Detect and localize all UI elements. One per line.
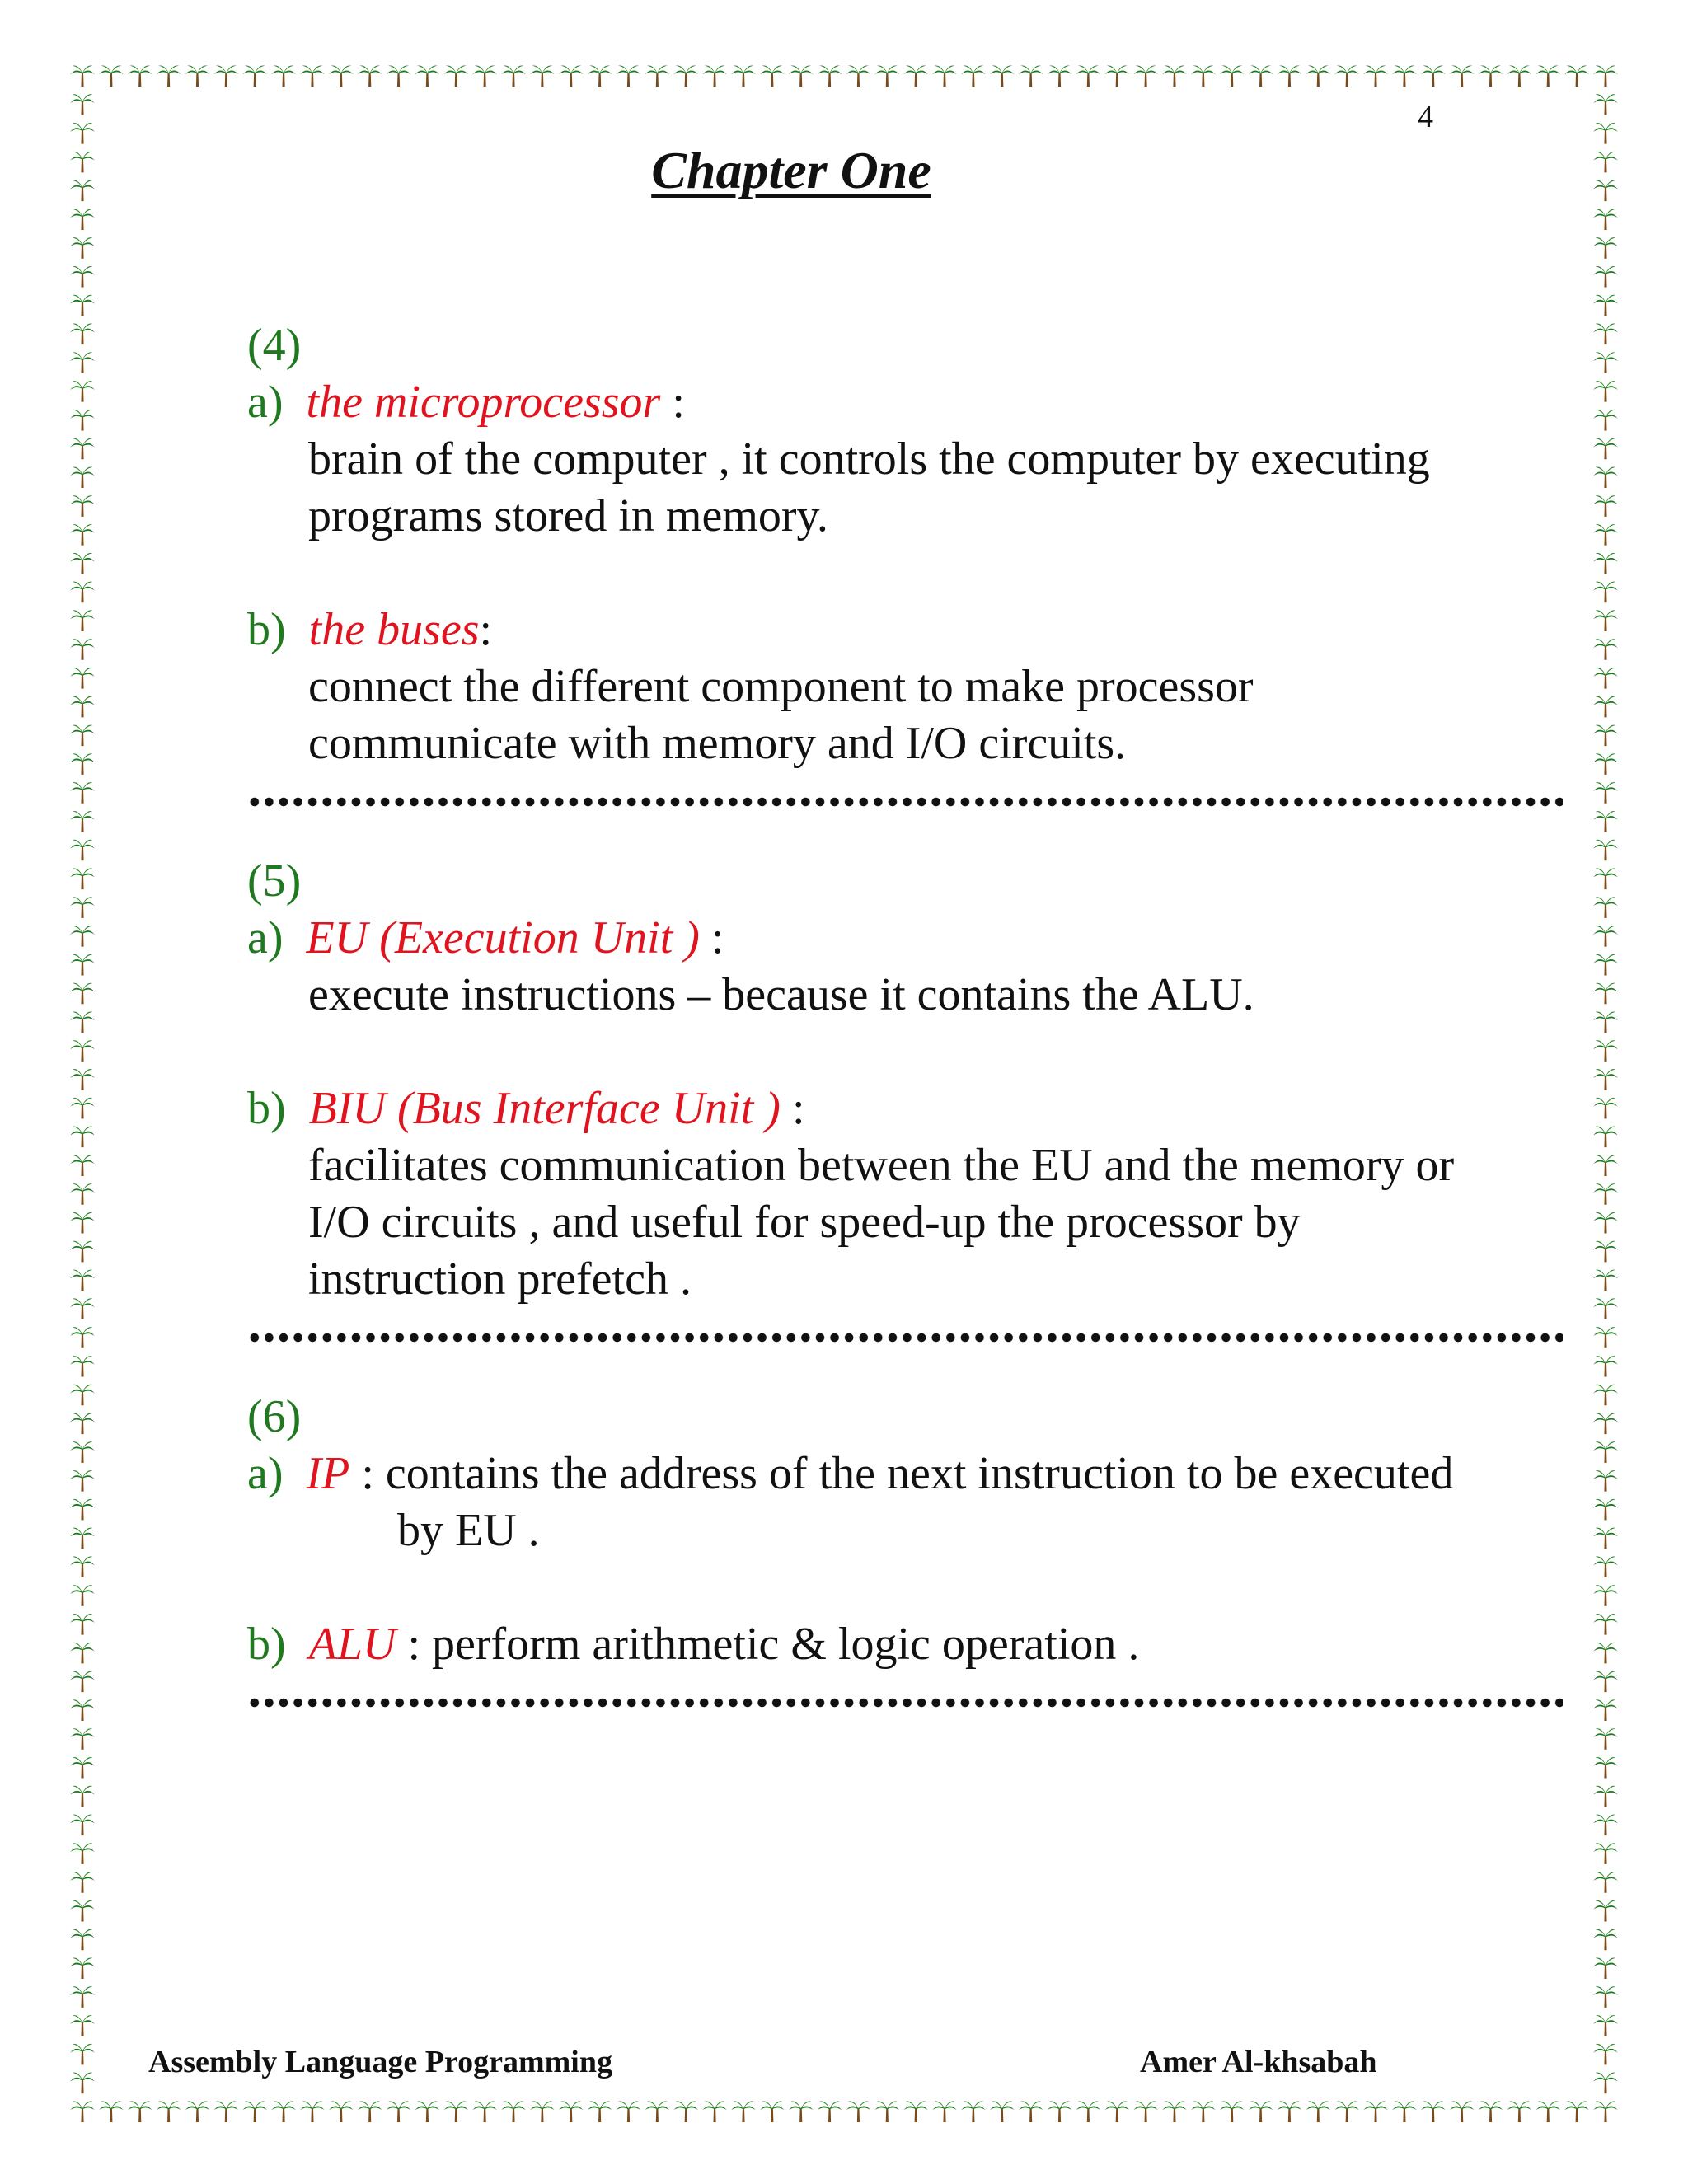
palm-tree-icon — [70, 1241, 94, 1263]
palm-tree-icon — [1593, 1212, 1617, 1234]
palm-tree-icon — [300, 2101, 324, 2122]
palm-tree-icon — [1593, 1356, 1617, 1377]
palm-tree-icon — [1593, 782, 1617, 804]
palm-tree-icon — [1593, 1671, 1617, 1693]
palm-tree-icon — [1593, 1643, 1617, 1664]
item-separator: : — [660, 377, 685, 428]
item-text-line: communicate with memory and I/O circuits. — [308, 718, 1127, 769]
item-letter: a) — [247, 1448, 284, 1499]
palm-tree-icon — [99, 65, 123, 87]
item-text-line: instruction prefetch . — [308, 1254, 692, 1305]
palm-tree-icon — [358, 2101, 382, 2122]
palm-tree-icon — [444, 2101, 468, 2122]
palm-tree-icon — [645, 2101, 669, 2122]
palm-tree-icon — [1593, 1929, 1617, 1951]
palm-tree-icon — [1593, 1298, 1617, 1319]
palm-tree-icon — [645, 65, 669, 87]
palm-tree-icon — [818, 65, 842, 87]
palm-tree-icon — [70, 1614, 94, 1635]
palm-tree-icon — [1593, 266, 1617, 288]
item-separator: : — [699, 912, 724, 963]
item-4a — [247, 374, 1566, 431]
item-4b — [247, 602, 1566, 658]
palm-tree-icon — [70, 1385, 94, 1406]
palm-tree-icon — [70, 1155, 94, 1176]
item-term: the microprocessor — [306, 377, 661, 428]
palm-tree-icon — [70, 1441, 94, 1463]
palm-tree-icon — [70, 1327, 94, 1348]
palm-tree-icon — [70, 1958, 94, 1980]
palm-tree-icon — [1363, 2101, 1387, 2122]
palm-tree-icon — [1076, 2101, 1100, 2122]
palm-tree-icon — [1450, 65, 1474, 87]
palm-tree-icon — [1019, 2101, 1043, 2122]
palm-tree-icon — [789, 2101, 813, 2122]
palm-tree-icon — [271, 65, 295, 87]
palm-tree-icon — [1593, 1958, 1617, 1980]
palm-tree-icon — [903, 65, 927, 87]
footer-course-title: Assembly Language Programming — [148, 2045, 612, 2079]
section-number: (4) — [247, 320, 302, 371]
palm-tree-icon — [70, 610, 94, 631]
palm-tree-icon — [1593, 1900, 1617, 1922]
item-letter: b) — [247, 1619, 286, 1670]
palm-tree-icon — [1593, 668, 1617, 689]
palm-tree-icon — [617, 2101, 640, 2122]
palm-tree-icon — [1593, 954, 1617, 976]
palm-tree-icon — [70, 209, 94, 230]
palm-tree-icon — [70, 926, 94, 947]
palm-tree-icon — [185, 2101, 209, 2122]
palm-tree-icon — [1593, 180, 1617, 202]
palm-tree-icon — [846, 65, 870, 87]
palm-tree-icon — [472, 2101, 496, 2122]
palm-tree-icon — [846, 2101, 870, 2122]
palm-tree-icon — [1593, 1385, 1617, 1406]
palm-tree-icon — [70, 1643, 94, 1664]
palm-tree-icon — [1479, 65, 1503, 87]
dotted-divider — [247, 1333, 1563, 1343]
palm-tree-icon — [70, 2101, 94, 2122]
palm-tree-icon — [1564, 2101, 1588, 2122]
palm-tree-icon — [674, 65, 698, 87]
palm-tree-icon — [1593, 65, 1617, 87]
palm-tree-icon — [128, 65, 152, 87]
palm-tree-icon — [157, 2101, 181, 2122]
palm-tree-icon — [1593, 840, 1617, 861]
palm-tree-icon — [70, 954, 94, 976]
palm-tree-icon — [1019, 65, 1043, 87]
palm-tree-icon — [185, 65, 209, 87]
palm-tree-icon — [271, 2101, 295, 2122]
palm-tree-icon — [1593, 926, 1617, 947]
item-letter: a) — [247, 912, 284, 963]
item-text-line: I/O circuits , and useful for speed-up the processor by — [308, 1197, 1301, 1248]
palm-tree-icon — [1593, 553, 1617, 574]
palm-tree-icon — [70, 1786, 94, 1807]
palm-tree-icon — [70, 324, 94, 345]
item-separator: : perform arithmetic & logic operation . — [396, 1619, 1140, 1670]
palm-tree-icon — [1334, 2101, 1358, 2122]
palm-tree-icon — [1593, 1127, 1617, 1148]
palm-tree-icon — [70, 1556, 94, 1577]
palm-tree-icon — [501, 65, 525, 87]
palm-tree-icon — [70, 753, 94, 775]
item-text-line: brain of the computer , it controls the computer by executing — [308, 434, 1430, 485]
palm-tree-icon — [70, 897, 94, 918]
palm-tree-icon — [1593, 1585, 1617, 1606]
palm-tree-icon — [70, 1757, 94, 1779]
palm-tree-icon — [1593, 295, 1617, 316]
palm-tree-icon — [70, 1815, 94, 1836]
item-letter: b) — [247, 604, 286, 655]
palm-tree-icon — [70, 1470, 94, 1492]
palm-tree-icon — [1076, 65, 1100, 87]
palm-tree-icon — [1593, 1470, 1617, 1492]
palm-tree-icon — [961, 65, 985, 87]
palm-tree-icon — [1593, 1441, 1617, 1463]
palm-tree-icon — [70, 840, 94, 861]
palm-tree-icon — [731, 65, 755, 87]
palm-tree-icon — [387, 65, 410, 87]
item-term: EU (Execution Unit ) — [306, 912, 700, 963]
palm-tree-icon — [214, 2101, 238, 2122]
palm-tree-icon — [70, 438, 94, 460]
item-letter: a) — [247, 377, 284, 428]
palm-tree-icon — [1306, 65, 1330, 87]
palm-tree-icon — [1191, 65, 1215, 87]
palm-tree-icon — [1278, 2101, 1301, 2122]
item-5b — [247, 1080, 1566, 1137]
palm-tree-icon — [70, 639, 94, 660]
palm-tree-icon — [1536, 2101, 1560, 2122]
palm-tree-icon — [472, 65, 496, 87]
palm-tree-icon — [70, 1127, 94, 1148]
palm-tree-icon — [875, 2101, 899, 2122]
palm-tree-icon — [70, 1585, 94, 1606]
palm-tree-icon — [70, 2015, 94, 2036]
palm-tree-icon — [961, 2101, 985, 2122]
palm-tree-icon — [1593, 438, 1617, 460]
palm-tree-icon — [1593, 897, 1617, 918]
palm-tree-icon — [1593, 725, 1617, 747]
palm-tree-icon — [1593, 1499, 1617, 1521]
palm-tree-icon — [1593, 753, 1617, 775]
item-separator: : contains the address of the next instruction to be executed — [349, 1448, 1454, 1499]
palm-tree-icon — [1593, 352, 1617, 373]
palm-tree-icon — [329, 2101, 353, 2122]
palm-tree-icon — [70, 1069, 94, 1090]
content — [247, 317, 1566, 1754]
section-5 — [247, 853, 1566, 1308]
palm-tree-icon — [1421, 2101, 1445, 2122]
item-6a — [247, 1446, 1566, 1502]
palm-tree-icon — [1133, 65, 1157, 87]
palm-tree-icon — [1593, 1098, 1617, 1119]
palm-tree-icon — [70, 1671, 94, 1693]
palm-tree-icon — [415, 65, 439, 87]
footer-author: Amer Al-khsabah — [1140, 2045, 1377, 2079]
palm-tree-icon — [1306, 2101, 1330, 2122]
palm-tree-icon — [70, 352, 94, 373]
palm-tree-icon — [1593, 1270, 1617, 1291]
item-text-line: by EU . — [397, 1505, 540, 1556]
palm-tree-icon — [1593, 696, 1617, 718]
palm-tree-icon — [1334, 65, 1358, 87]
palm-tree-icon — [1593, 1986, 1617, 2008]
item-text-line: execute instructions – because it contains the ALU. — [308, 969, 1254, 1020]
palm-tree-icon — [1593, 582, 1617, 603]
palm-tree-icon — [702, 65, 726, 87]
item-text-line: facilitates communication between the EU and the memory or — [308, 1140, 1455, 1191]
palm-tree-icon — [1278, 65, 1301, 87]
palm-tree-icon — [1593, 811, 1617, 832]
palm-tree-icon — [70, 295, 94, 316]
palm-tree-icon — [1593, 1757, 1617, 1779]
palm-tree-icon — [530, 2101, 554, 2122]
palm-tree-icon — [70, 1728, 94, 1750]
palm-tree-icon — [789, 65, 813, 87]
palm-tree-icon — [1593, 324, 1617, 345]
palm-tree-icon — [932, 2101, 956, 2122]
palm-tree-icon — [617, 65, 640, 87]
palm-tree-icon — [1593, 1815, 1617, 1836]
palm-tree-icon — [157, 65, 181, 87]
palm-tree-icon — [1507, 65, 1531, 87]
palm-tree-icon — [1421, 65, 1445, 87]
palm-tree-icon — [70, 1298, 94, 1319]
palm-tree-icon — [588, 2101, 612, 2122]
palm-tree-icon — [1191, 2101, 1215, 2122]
palm-tree-icon — [70, 1929, 94, 1951]
item-letter: b) — [247, 1083, 286, 1134]
palm-tree-icon — [243, 65, 267, 87]
palm-tree-icon — [70, 582, 94, 603]
chapter-title: Chapter One — [651, 141, 931, 199]
palm-tree-icon — [1593, 2101, 1617, 2122]
palm-tree-icon — [1162, 2101, 1186, 2122]
palm-tree-icon — [70, 1699, 94, 1721]
palm-tree-icon — [70, 725, 94, 747]
dotted-divider — [247, 1698, 1563, 1708]
palm-tree-icon — [1593, 2044, 1617, 2065]
palm-tree-icon — [1593, 466, 1617, 488]
palm-tree-icon — [70, 2073, 94, 2094]
palm-tree-icon — [444, 65, 468, 87]
palm-tree-icon — [70, 466, 94, 488]
item-5a — [247, 910, 1566, 967]
palm-tree-icon — [70, 1011, 94, 1033]
palm-tree-icon — [1048, 65, 1071, 87]
palm-tree-icon — [1593, 2073, 1617, 2094]
palm-tree-icon — [501, 2101, 525, 2122]
palm-tree-icon — [1593, 2015, 1617, 2036]
section-4 — [247, 317, 1566, 772]
palm-tree-icon — [1593, 410, 1617, 431]
dotted-divider — [247, 797, 1563, 807]
palm-tree-icon — [1593, 610, 1617, 631]
palm-tree-icon — [70, 524, 94, 546]
palm-tree-icon — [1536, 65, 1560, 87]
palm-tree-icon — [70, 668, 94, 689]
section-6 — [247, 1389, 1566, 1673]
palm-tree-icon — [1593, 1327, 1617, 1348]
palm-tree-icon — [1593, 123, 1617, 144]
palm-tree-icon — [243, 2101, 267, 2122]
palm-tree-icon — [1593, 1241, 1617, 1263]
palm-tree-icon — [415, 2101, 439, 2122]
item-term: BIU (Bus Interface Unit ) — [308, 1083, 781, 1134]
palm-tree-icon — [559, 2101, 583, 2122]
palm-tree-icon — [1593, 1699, 1617, 1721]
item-6b — [247, 1616, 1566, 1673]
palm-tree-icon — [1593, 209, 1617, 230]
palm-tree-icon — [1133, 2101, 1157, 2122]
palm-tree-icon — [70, 381, 94, 402]
palm-tree-icon — [1249, 65, 1273, 87]
palm-tree-icon — [1593, 1069, 1617, 1090]
palm-tree-icon — [70, 983, 94, 1005]
palm-tree-icon — [70, 782, 94, 804]
palm-tree-icon — [70, 237, 94, 259]
palm-tree-icon — [1593, 1786, 1617, 1807]
palm-tree-icon — [731, 2101, 755, 2122]
palm-tree-icon — [70, 1270, 94, 1291]
palm-tree-icon — [1593, 1040, 1617, 1062]
palm-tree-icon — [990, 2101, 1014, 2122]
palm-tree-icon — [1593, 1872, 1617, 1893]
palm-tree-icon — [70, 94, 94, 115]
section-number: (5) — [247, 855, 302, 907]
palm-tree-icon — [1593, 94, 1617, 115]
item-separator: : — [780, 1083, 805, 1134]
palm-tree-icon — [760, 2101, 784, 2122]
palm-tree-icon — [1392, 65, 1416, 87]
palm-tree-icon — [674, 2101, 698, 2122]
palm-tree-icon — [1162, 65, 1186, 87]
section-number: (6) — [247, 1391, 302, 1442]
palm-tree-icon — [1593, 495, 1617, 517]
item-term: ALU — [308, 1619, 396, 1670]
palm-tree-icon — [70, 553, 94, 574]
palm-tree-icon — [1593, 381, 1617, 402]
palm-tree-icon — [1593, 983, 1617, 1005]
palm-tree-icon — [70, 1040, 94, 1062]
palm-tree-icon — [300, 65, 324, 87]
palm-tree-icon — [1363, 65, 1387, 87]
palm-tree-icon — [1593, 1843, 1617, 1864]
palm-tree-icon — [70, 1986, 94, 2008]
palm-tree-icon — [1593, 237, 1617, 259]
item-separator: : — [479, 604, 493, 655]
palm-tree-icon — [588, 65, 612, 87]
palm-tree-icon — [70, 1900, 94, 1922]
palm-tree-icon — [70, 1356, 94, 1377]
palm-tree-icon — [1593, 1155, 1617, 1176]
item-term: the buses — [308, 604, 480, 655]
palm-tree-icon — [70, 410, 94, 431]
palm-tree-icon — [990, 65, 1014, 87]
palm-tree-icon — [1593, 1413, 1617, 1435]
palm-tree-icon — [1220, 2101, 1244, 2122]
palm-tree-icon — [1507, 2101, 1531, 2122]
palm-tree-icon — [1593, 1183, 1617, 1205]
palm-tree-icon — [1593, 1728, 1617, 1750]
palm-tree-icon — [70, 869, 94, 890]
palm-tree-icon — [70, 1843, 94, 1864]
palm-tree-icon — [70, 1212, 94, 1234]
item-text-line: connect the different component to make processor — [308, 661, 1254, 712]
palm-tree-icon — [1105, 65, 1129, 87]
palm-tree-icon — [70, 266, 94, 288]
palm-tree-icon — [559, 65, 583, 87]
palm-tree-icon — [70, 2044, 94, 2065]
palm-tree-icon — [530, 65, 554, 87]
palm-tree-icon — [1479, 2101, 1503, 2122]
palm-tree-icon — [1593, 524, 1617, 546]
palm-tree-icon — [329, 65, 353, 87]
palm-tree-icon — [1593, 1528, 1617, 1549]
palm-tree-icon — [387, 2101, 410, 2122]
palm-tree-icon — [70, 65, 94, 87]
palm-tree-icon — [70, 1872, 94, 1893]
palm-tree-icon — [1593, 1556, 1617, 1577]
palm-tree-icon — [1220, 65, 1244, 87]
page-number: 4 — [1418, 100, 1433, 134]
palm-tree-icon — [358, 65, 382, 87]
palm-tree-icon — [1105, 2101, 1129, 2122]
palm-tree-icon — [70, 1098, 94, 1119]
palm-tree-icon — [1593, 869, 1617, 890]
palm-tree-icon — [99, 2101, 123, 2122]
palm-tree-icon — [1450, 2101, 1474, 2122]
item-term: IP — [306, 1448, 350, 1499]
palm-tree-icon — [1593, 639, 1617, 660]
palm-tree-icon — [903, 2101, 927, 2122]
palm-tree-icon — [128, 2101, 152, 2122]
palm-tree-icon — [1593, 152, 1617, 173]
palm-tree-icon — [70, 1499, 94, 1521]
palm-tree-icon — [875, 65, 899, 87]
palm-tree-icon — [70, 495, 94, 517]
palm-tree-icon — [1593, 1011, 1617, 1033]
palm-tree-icon — [1564, 65, 1588, 87]
palm-tree-icon — [760, 65, 784, 87]
palm-tree-icon — [70, 1413, 94, 1435]
palm-tree-icon — [1048, 2101, 1071, 2122]
palm-tree-icon — [70, 1183, 94, 1205]
palm-tree-icon — [1593, 1614, 1617, 1635]
palm-tree-icon — [1392, 2101, 1416, 2122]
palm-tree-icon — [214, 65, 238, 87]
item-text-line: programs stored in memory. — [308, 490, 828, 541]
palm-tree-icon — [702, 2101, 726, 2122]
palm-tree-icon — [70, 811, 94, 832]
palm-tree-icon — [818, 2101, 842, 2122]
palm-tree-icon — [1249, 2101, 1273, 2122]
palm-tree-icon — [70, 1528, 94, 1549]
palm-tree-icon — [932, 65, 956, 87]
palm-tree-icon — [70, 696, 94, 718]
